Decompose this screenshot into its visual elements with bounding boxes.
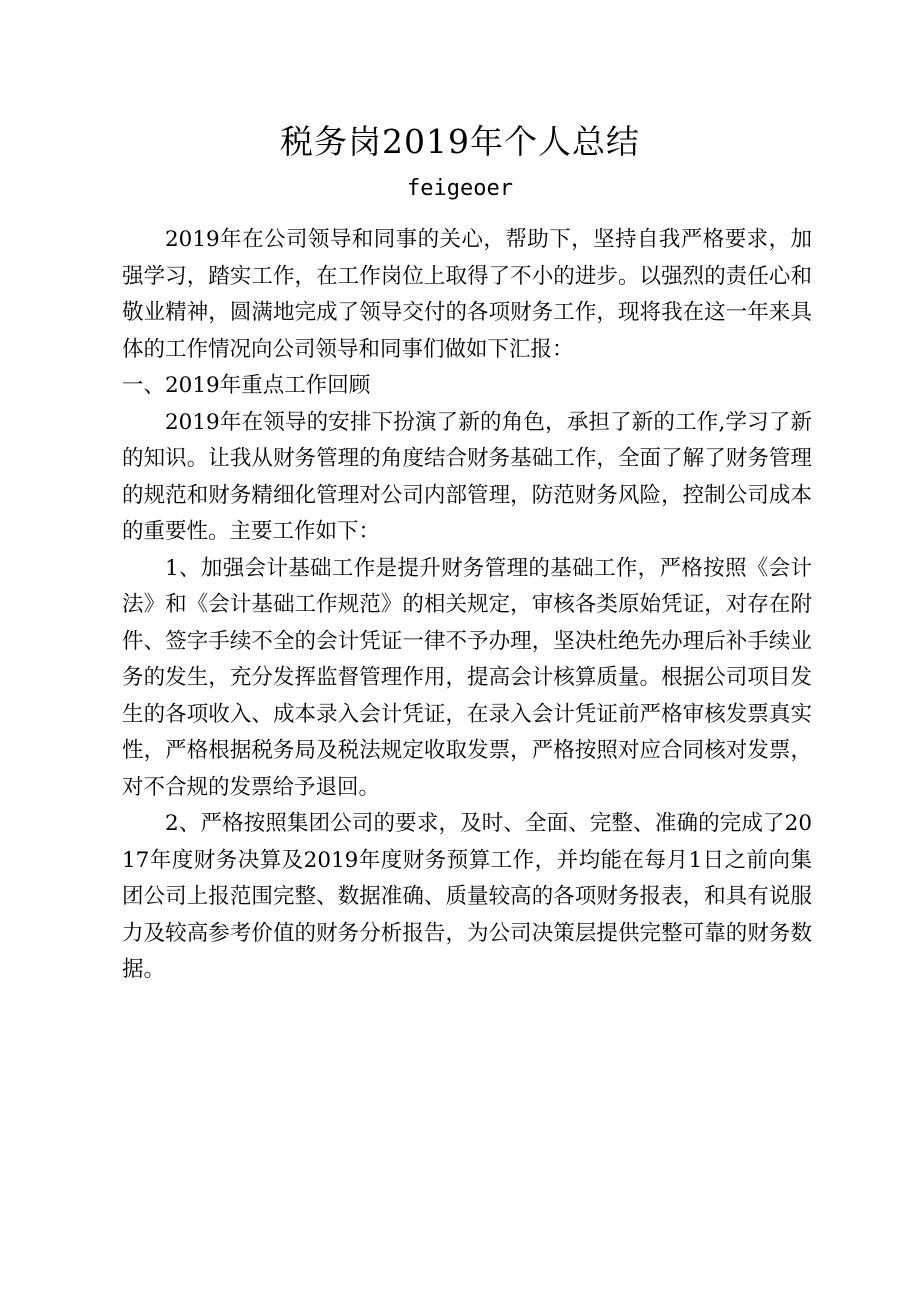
document-title: 税务岗2019年个人总结	[280, 122, 640, 161]
section-paragraph: 2019年在领导的安排下扮演了新的角色，承担了新的工作,学习了新的知识。让我从财务管理的角度结合财务基础工作，全面了解了财务管理的规范和财务精细化管理对公司内部管理，防范财务风险，控制公司成本的重要性。主要工作如下：	[122, 409, 812, 544]
section-heading: 一、2019年重点工作回顾	[122, 373, 371, 398]
work-item-1-paragraph: 1、加强会计基础工作是提升财务管理的基础工作，严格按照《会计法》和《会计基础工作规范》的相关规定，审核各类原始凭证，对存在附件、签字手续不全的会计凭证一律不予办理，坚决杜绝先办理后补手续业务的发生，充分发挥监督管理作用，提高会计核算质量。根据公司项目发生的各项收入、成本录入会计凭证，在录入会计凭证前严格审核发票真实性，严格根据税务局及税法规定收取发票，严格按照对应合同核对发票，对不合规的发票给予退回。	[122, 555, 812, 800]
intro-paragraph: 2019年在公司领导和同事的关心，帮助下，坚持自我严格要求，加强学习，踏实工作，在工作岗位上取得了不小的进步。以强烈的责任心和敬业精神，圆满地完成了领导交付的各项财务工作，现将我在这一年来具体的工作情况向公司领导和同事们做如下汇报：	[122, 227, 812, 362]
document-author: feigeoer	[407, 176, 513, 201]
work-item-2-paragraph: 2、严格按照集团公司的要求，及时、全面、完整、准确的完成了2017年度财务决算及2019年度财务预算工作，并均能在每月1日之前向集团公司上报范围完整、数据准确、质量较高的各项财务报表，和具有说服力及较高参考价值的财务分析报告，为公司决策层提供完整可靠的财务数据。	[122, 811, 812, 982]
document-body	[122, 222, 812, 989]
